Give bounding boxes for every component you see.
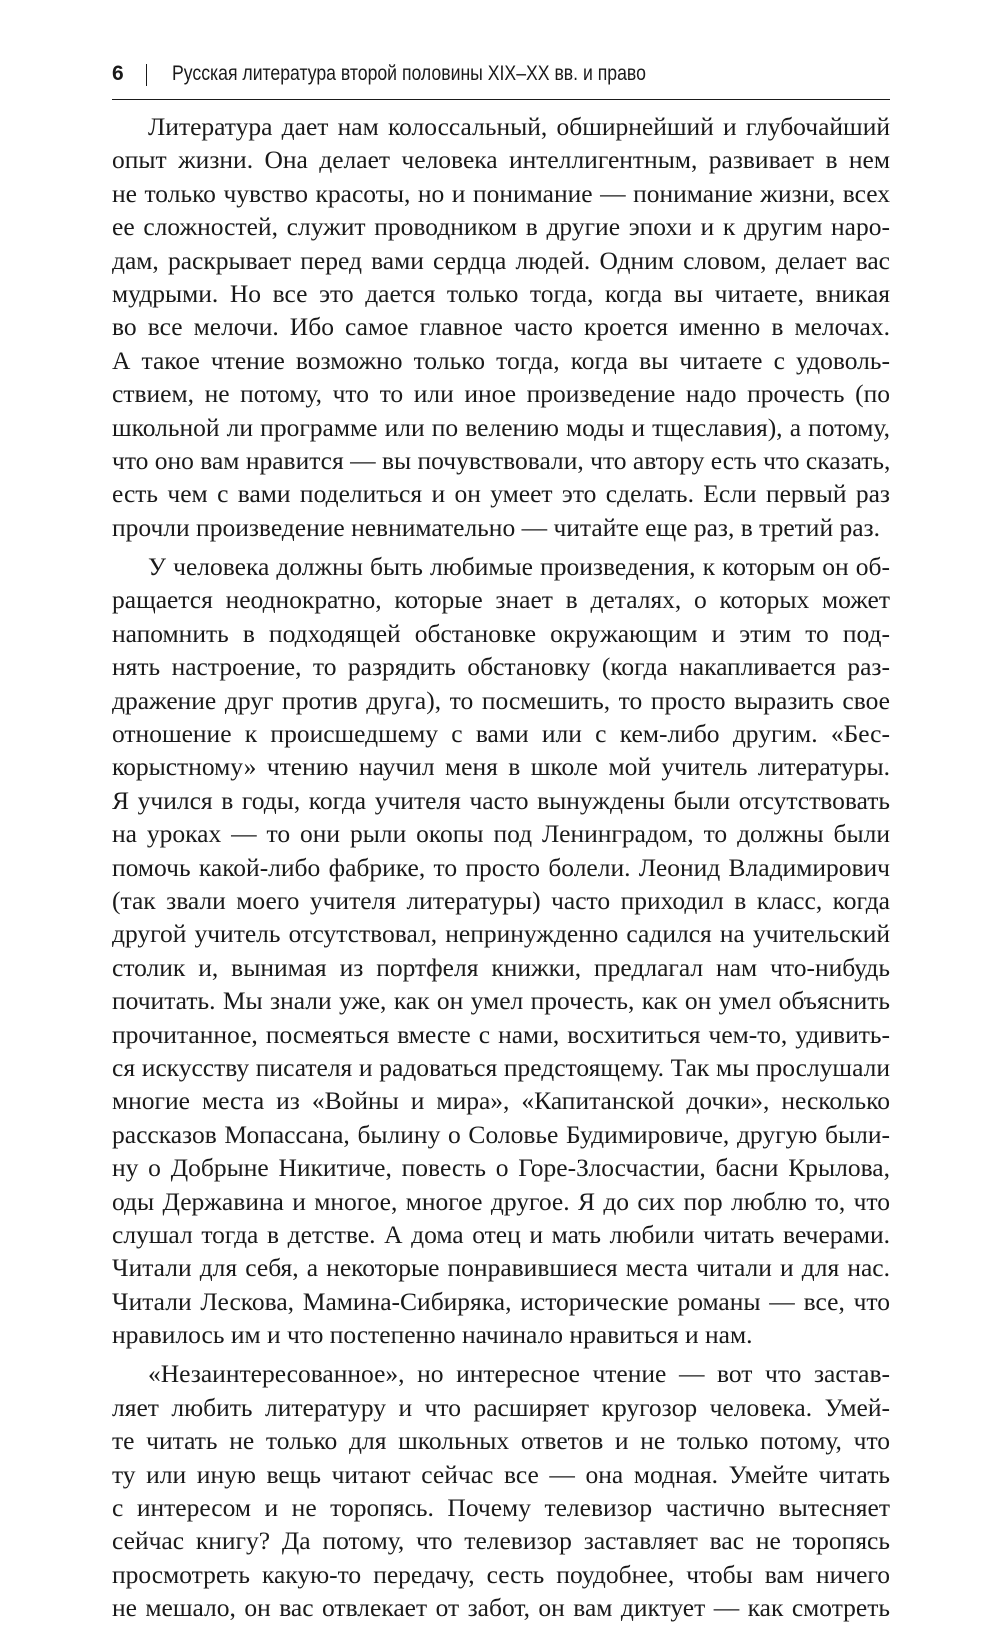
text-line: А такое чтение возможно только тогда, когда вы читаете с удоволь- (112, 345, 890, 375)
text-line: ся искусству писателя и радоваться предстоящему. Так мы прослушали (112, 1052, 890, 1082)
text-line: столик и, вынимая из портфеля книжки, предлагал нам что-нибудь (112, 952, 890, 982)
text-line: нравилось им и что постепенно начинало нравиться и нам. (112, 1320, 753, 1350)
text-line: почитать. Мы знали уже, как он умел прочесть, как он умел объяснить (112, 986, 890, 1016)
text-line: Читали Лескова, Мамина-Сибиряка, исторические романы — все, что (112, 1286, 890, 1316)
text-line: (так звали моего учителя литературы) часто приходил в класс, когда (112, 885, 890, 915)
text-line: во все мелочи. Ибо самое главное часто кроется именно в мелочах. (112, 312, 890, 342)
text-line: рассказов Мопассана, былину о Соловье Будимировиче, другую были- (112, 1119, 890, 1149)
text-line: с интересом и не торопясь. Почему телевизор частично вытесняет (112, 1493, 890, 1523)
header-rule (112, 99, 890, 100)
text-line: сейчас книгу? Да потому, что телевизор заставляет вас не торопясь (112, 1526, 890, 1556)
text-line: прочли произведение невнимательно — читайте еще раз, в третий раз. (112, 512, 880, 542)
text-line: дам, раскрывает перед вами сердца людей. Одним словом, делает вас (112, 245, 890, 275)
text-line: ляет любить литературу и что расширяет кругозор человека. Умей- (112, 1392, 890, 1422)
text-line: ствием, не потому, что то или иное произведение надо прочесть (по (112, 379, 890, 409)
text-line: У человека должны быть любимые произведения, к которым он об- (148, 552, 890, 582)
text-line: на уроках — то они рыли окопы под Ленинградом, то должны были (112, 819, 890, 849)
text-line: Читали для себя, а некоторые понравившиеся места читали и для нас. (112, 1253, 890, 1283)
paragraph (112, 1357, 890, 1624)
running-header (112, 62, 896, 98)
text-line: Литература дает нам колоссальный, обширнейший и глубочайший (148, 112, 890, 141)
text-line: помочь какой-либо фабрике, то просто болели. Леонид Владимирович (112, 852, 890, 882)
paragraph (112, 550, 890, 1351)
text-line: просмотреть какую-то передачу, сесть поудобнее, чтобы вам ничего (112, 1559, 890, 1589)
text-line: не только чувство красоты, но и понимание — понимание жизни, всех (112, 178, 890, 208)
text-line: те читать не только для школьных ответов и не только потому, что (112, 1426, 890, 1456)
text-line: школьной ли программе или по велению моды и тщеславия), а потому, (112, 412, 890, 442)
text-line: отношение к происшедшему с вами или с кем-либо другим. «Бес- (112, 719, 890, 749)
header-separator (146, 64, 147, 86)
body-text (112, 110, 890, 1625)
text-line: ращается неоднократно, которые знает в деталях, о которых может (112, 585, 890, 615)
text-line: опыт жизни. Она делает человека интеллигентным, развивает в нем (112, 145, 890, 175)
text-line: слушал тогда в детстве. А дома отец и мать любили читать вечерами. (112, 1219, 890, 1249)
text-line: не мешало, он вас отвлекает от забот, он вам диктует — как смотреть (112, 1593, 890, 1623)
text-line: ну о Добрыне Никитиче, повесть о Горе-Злосчастии, басни Крылова, (112, 1153, 890, 1183)
text-line: напомнить в подходящей обстановке окружающим и этим то под- (112, 618, 890, 648)
text-line: другой учитель отсутствовал, непринужденно садился на учительский (112, 919, 890, 949)
text-line: мудрыми. Но все это дается только тогда, когда вы читаете, вникая (112, 278, 890, 308)
text-line: нять настроение, то разрядить обстановку (когда накапливается раз- (112, 652, 890, 682)
text-line: многие места из «Войны и мира», «Капитанской дочки», несколько (112, 1086, 890, 1116)
text-line: прочитанное, посмеяться вместе с нами, восхититься чем-то, удивить- (112, 1019, 890, 1049)
text-line: ту или иную вещь читают сейчас все — она модная. Умейте читать (112, 1459, 890, 1489)
text-line: что оно вам нравится — вы почувствовали, что автору есть что сказать, (112, 445, 890, 475)
text-line: оды Державина и многое, многое другое. Я до сих пор люблю то, что (112, 1186, 890, 1216)
paragraph (112, 110, 890, 544)
text-line: Я учился в годы, когда учителя часто вынуждены были отсутствовать (112, 785, 890, 815)
text-line: «Незаинтересованное», но интересное чтение — вот что застав- (148, 1359, 890, 1389)
running-title: Русская литература второй половины XIX–XX вв. и право (172, 62, 646, 85)
text-line: есть чем с вами поделиться и он умеет это сделать. Если первый раз (112, 479, 890, 509)
text-line: дражение друг против друга), то посмешить, то просто выразить свое (112, 685, 890, 715)
page-number: 6 (112, 62, 124, 85)
text-line: ее сложностей, служит проводником в другие эпохи и к другим наро- (112, 212, 890, 242)
text-line: корыстному» чтению научил меня в школе мой учитель литературы. (112, 752, 890, 782)
